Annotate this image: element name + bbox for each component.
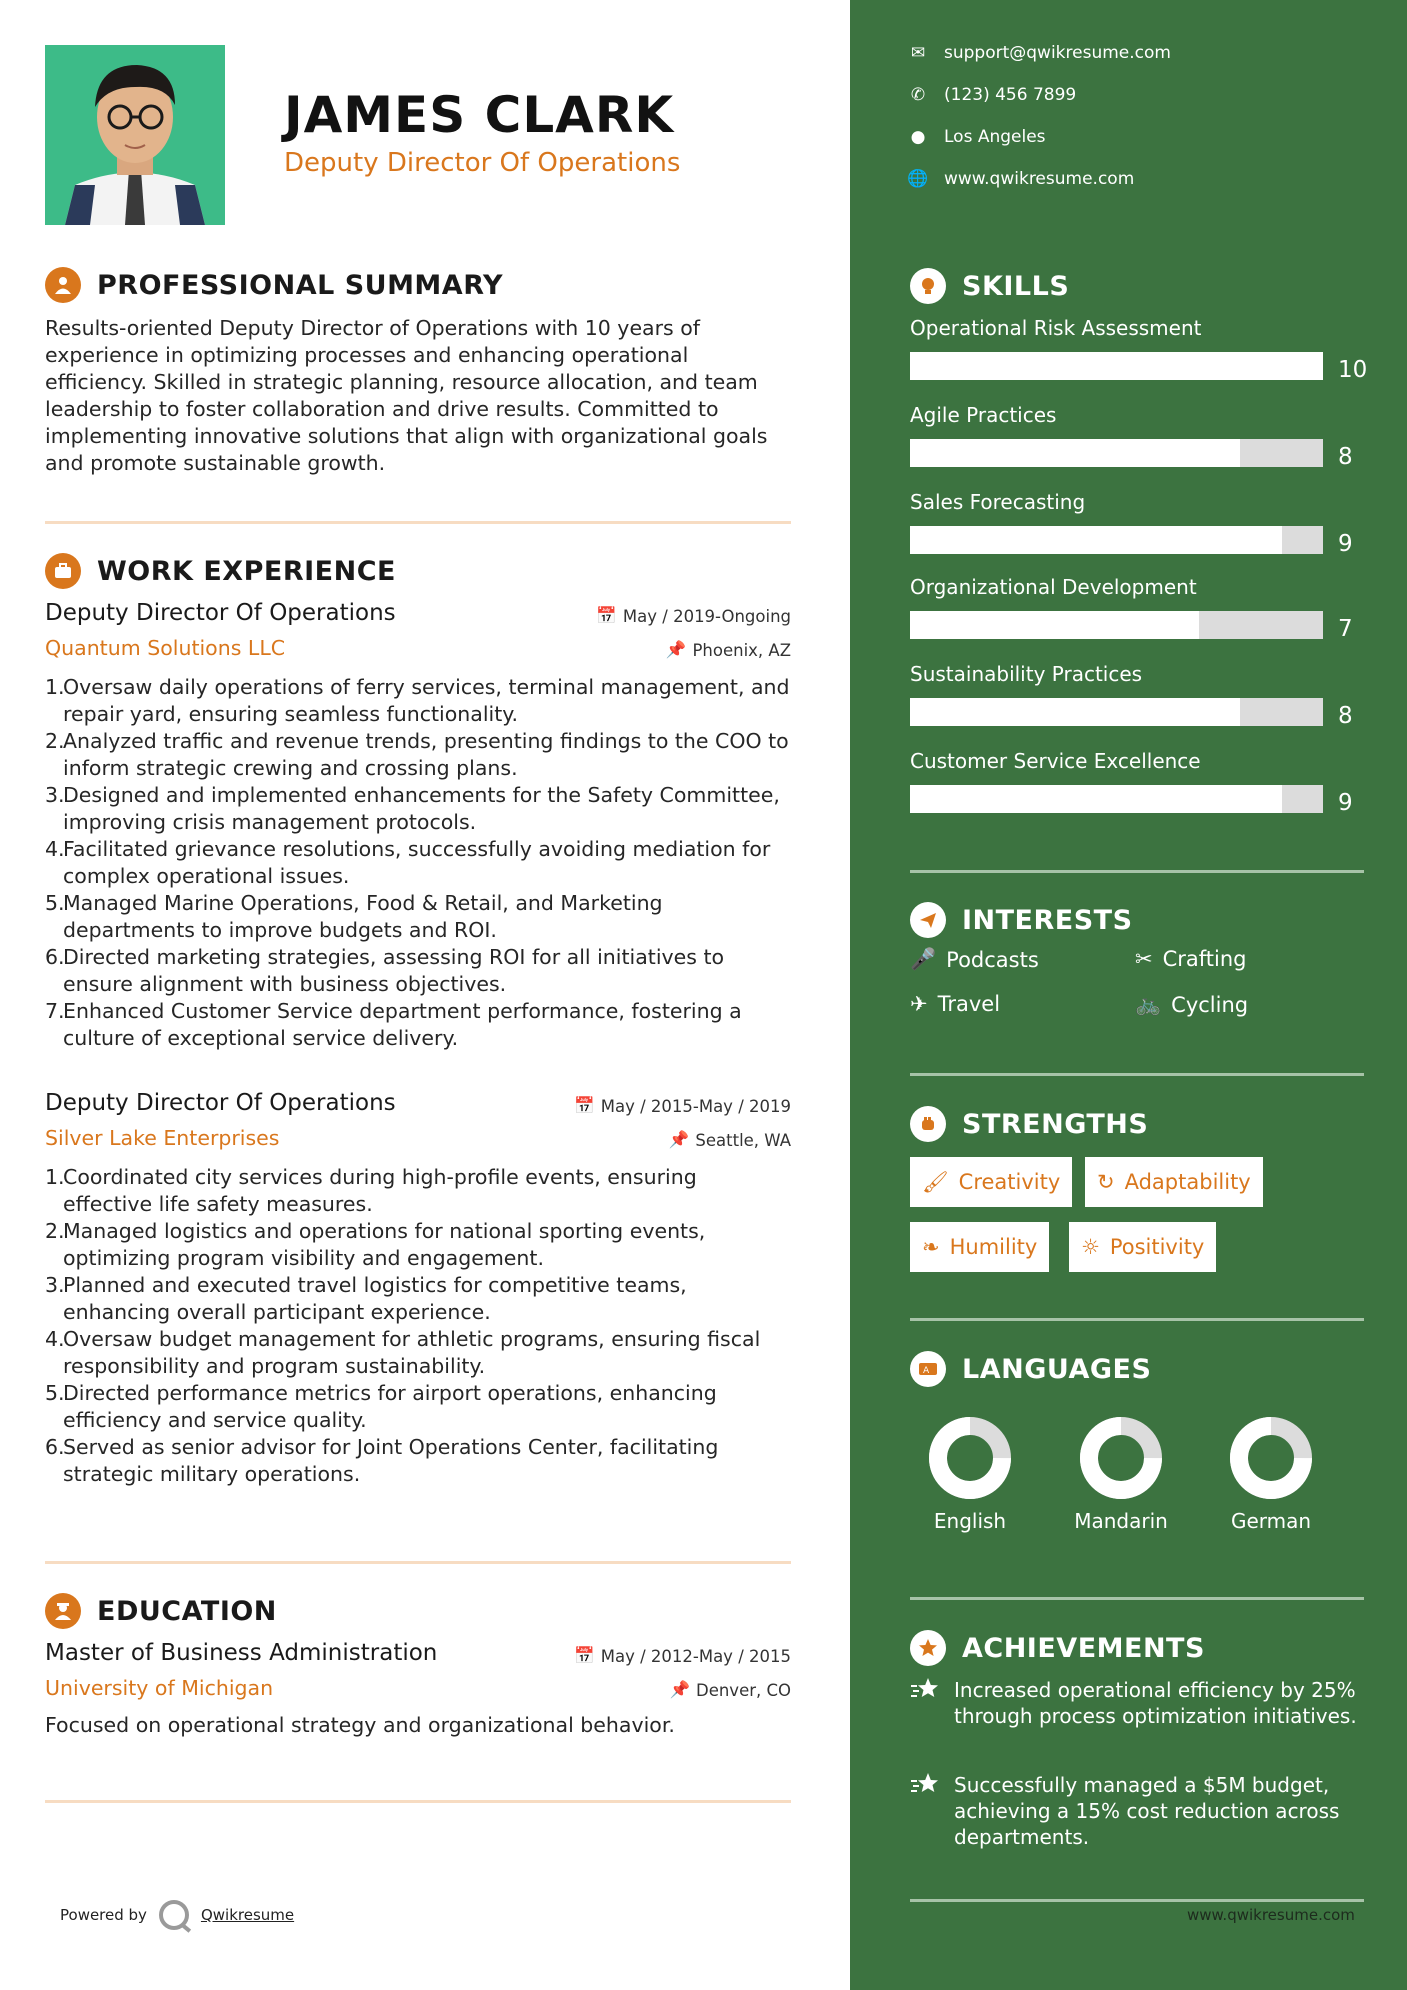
summary-section: [45, 265, 791, 477]
map-pin-icon: ●: [910, 127, 926, 147]
phone-icon: ✆: [910, 85, 926, 105]
divider: [910, 1073, 1364, 1076]
language-icon: [910, 1351, 946, 1387]
language-donut: [1078, 1415, 1164, 1501]
contact-email[interactable]: [910, 43, 1171, 63]
languages-header: [910, 1349, 1151, 1389]
summary-text: Results-oriented Deputy Director of Operations with 10 years of experience in optimizing processes and enhancing operational efficiency. Skilled in strategic planning, resource allocation, and team leadership to foster collaboration and drive results. Committed to implementing innovative solutions that align with organizational goals and promote sustainable growth.: [45, 316, 768, 475]
svg-text:A: A: [923, 1366, 930, 1376]
contact-phone[interactable]: [910, 85, 1076, 105]
language-name: German: [1230, 1509, 1312, 1533]
divider: [910, 1597, 1364, 1600]
degree-title: Master of Business Administration: [45, 1640, 438, 1666]
list-item: 5. Managed Marine Operations, Food & Retail, and Marketing departments to improve budgets and ROI.: [45, 891, 663, 942]
job-date-text: May / 2015-May / 2019: [600, 1096, 791, 1116]
strength-tag: [910, 1157, 1072, 1207]
list-item: 4. Facilitated grievance resolutions, successfully avoiding mediation for complex operational issues.: [45, 837, 771, 888]
footer-website[interactable]: www.qwikresume.com: [1187, 1906, 1355, 1924]
contact-email-text: support@qwikresume.com: [944, 43, 1171, 63]
star-icon: [910, 1772, 942, 1850]
job-location: [666, 640, 791, 660]
contact-website-text: www.qwikresume.com: [944, 169, 1135, 189]
list-item: 1. Oversaw daily operations of ferry services, terminal management, and repair yard, ensuring seamless functionality.: [45, 675, 790, 726]
skill-item: [910, 490, 1364, 557]
strength-tag: [1085, 1157, 1263, 1207]
skill-item: [910, 749, 1364, 816]
skill-item: [910, 403, 1364, 470]
strengths-header: [910, 1104, 1148, 1144]
lightbulb-icon: [910, 268, 946, 304]
job-bullets: [45, 1164, 791, 1488]
job-entry: [45, 1090, 791, 1488]
job-company: Quantum Solutions LLC: [45, 636, 286, 660]
education-description: Focused on operational strategy and organizational behavior.: [45, 1713, 675, 1737]
divider: [910, 870, 1364, 873]
achievements-header: [910, 1628, 1205, 1668]
education-title: EDUCATION: [97, 1595, 277, 1627]
language-donut: [927, 1415, 1013, 1501]
calendar-icon: 📅: [574, 1646, 595, 1665]
refresh-icon: ↻: [1097, 1170, 1115, 1194]
sun-icon: ☼: [1081, 1235, 1100, 1259]
strength-tag: [1069, 1222, 1216, 1272]
briefcase-icon: [45, 553, 81, 589]
contact-website[interactable]: [907, 169, 1135, 189]
user-icon: [45, 267, 81, 303]
skill-value: 8: [1338, 444, 1353, 470]
language-item: [910, 1415, 1030, 1533]
strengths-title: STRENGTHS: [962, 1108, 1149, 1140]
skill-bar: [910, 698, 1323, 726]
job-location-text: Phoenix, AZ: [692, 640, 791, 660]
skill-bar-fill: [910, 785, 1282, 813]
qwikresume-link[interactable]: Qwikresume: [200, 1906, 295, 1924]
graduation-icon: [45, 1593, 81, 1629]
strength-label: Adaptability: [1124, 1170, 1251, 1194]
job-company: Silver Lake Enterprises: [45, 1126, 280, 1150]
education-entry: [45, 1640, 791, 1739]
strength-label: Humility: [949, 1235, 1038, 1259]
skill-name: Agile Practices: [910, 403, 1057, 427]
bicycle-icon: 🚲: [1135, 992, 1162, 1016]
microphone-icon: 🎤: [910, 947, 937, 971]
list-item: 2. Managed logistics and operations for national sporting events, optimizing program visibility and engagement.: [45, 1219, 706, 1270]
interests-header: [910, 900, 1133, 940]
interest-label: Cycling: [1171, 992, 1249, 1017]
powered-by: [60, 1900, 294, 1930]
list-item: 4. Oversaw budget management for athletic programs, ensuring fiscal responsibility and program sustainability.: [45, 1327, 761, 1378]
envelope-icon: ✉: [910, 43, 926, 63]
skill-item: [910, 316, 1368, 383]
skill-name: Sales Forecasting: [910, 490, 1086, 514]
list-item: 3. Planned and executed travel logistics for competitive teams, enhancing overall participant experience.: [45, 1273, 687, 1324]
contact-location: [910, 127, 1046, 147]
skills-header: [910, 266, 1069, 306]
achievement-text: Successfully managed a $5M budget, achieving a 15% cost reduction across departments.: [954, 1773, 1340, 1849]
paintbrush-icon: 🖌: [922, 1169, 949, 1194]
scissors-icon: ✂: [1135, 947, 1153, 971]
language-item: [1061, 1415, 1181, 1533]
plane-icon: ✈: [910, 992, 928, 1016]
skill-item: [910, 662, 1364, 729]
job-date-text: May / 2019-Ongoing: [622, 606, 791, 626]
interest-item: [910, 992, 1000, 1016]
skill-item: [910, 575, 1364, 642]
star-icon: [910, 1677, 942, 1729]
list-item: 6. Directed marketing strategies, assessing ROI for all initiatives to ensure alignment with business objectives.: [45, 945, 725, 996]
candidate-role: Deputy Director Of Operations: [284, 148, 681, 178]
contact-phone-text: (123) 456 7899: [944, 85, 1077, 105]
job-location: [669, 1130, 791, 1150]
calendar-icon: 📅: [596, 606, 617, 625]
skill-bar-fill: [910, 439, 1240, 467]
list-item: 1. Coordinated city services during high-profile events, ensuring effective life safety measures.: [45, 1165, 697, 1216]
list-item: 7. Enhanced Customer Service department performance, fostering a culture of exceptional service delivery.: [45, 999, 742, 1050]
experience-section: [45, 551, 791, 591]
globe-icon: 🌐: [907, 169, 929, 189]
list-item: 2. Analyzed traffic and revenue trends, presenting findings to the COO to inform strategic crewing and crossing plans.: [45, 729, 789, 780]
skill-bar: [910, 439, 1323, 467]
strength-label: Creativity: [958, 1170, 1061, 1194]
pin-icon: 📌: [668, 1130, 690, 1149]
pin-icon: 📌: [665, 640, 687, 659]
summary-title: PROFESSIONAL SUMMARY: [97, 269, 504, 301]
interest-item: [910, 947, 1039, 972]
education-section: [45, 1591, 791, 1631]
achievement-item: [910, 1677, 1364, 1729]
interest-label: Travel: [937, 992, 1001, 1016]
skill-bar-fill: [910, 526, 1282, 554]
job-date: [574, 1096, 791, 1116]
language-name: English: [933, 1509, 1007, 1533]
skill-value: 9: [1338, 790, 1353, 816]
skills-title: SKILLS: [962, 270, 1070, 302]
divider: [45, 521, 791, 524]
interest-label: Crafting: [1162, 947, 1247, 971]
language-name: Mandarin: [1074, 1509, 1168, 1533]
job-location-text: Seattle, WA: [695, 1130, 791, 1150]
school-name: University of Michigan: [45, 1676, 274, 1700]
skill-value: 9: [1338, 531, 1353, 557]
powered-by-label: Powered by: [60, 1906, 147, 1924]
skill-name: Customer Service Excellence: [910, 749, 1201, 773]
achievements-title: ACHIEVEMENTS: [962, 1632, 1205, 1664]
interests-title: INTERESTS: [962, 904, 1133, 936]
skill-bar-fill: [910, 352, 1323, 380]
language-item: [1211, 1415, 1331, 1533]
education-date-text: May / 2012-May / 2015: [600, 1646, 791, 1666]
skill-bar: [910, 785, 1323, 813]
job-title: Deputy Director Of Operations: [45, 1090, 396, 1116]
calendar-icon: 📅: [574, 1096, 595, 1115]
contact-location-text: Los Angeles: [944, 127, 1046, 147]
interest-item: [1135, 947, 1247, 971]
pin-icon: 📌: [669, 1680, 690, 1699]
qwikresume-logo-icon: [159, 1900, 189, 1930]
leaf-icon: ❧: [922, 1235, 940, 1259]
skill-bar-fill: [910, 611, 1199, 639]
profile-photo: [45, 45, 225, 225]
job-bullets: [45, 674, 791, 1052]
strength-label: Positivity: [1109, 1235, 1205, 1259]
education-location: [669, 1680, 791, 1700]
divider: [45, 1561, 791, 1564]
interest-label: Podcasts: [946, 947, 1039, 972]
divider: [45, 1800, 791, 1803]
education-location-text: Denver, CO: [695, 1680, 791, 1700]
skill-bar: [910, 352, 1323, 380]
job-title: Deputy Director Of Operations: [45, 600, 396, 626]
list-item: 3. Designed and implemented enhancements for the Safety Committee, improving crisis management protocols.: [45, 783, 780, 834]
paper-plane-icon: [910, 902, 946, 938]
list-item: 6. Served as senior advisor for Joint Operations Center, facilitating strategic military operations.: [45, 1435, 719, 1486]
experience-title: WORK EXPERIENCE: [97, 555, 396, 587]
languages-title: LANGUAGES: [962, 1353, 1152, 1385]
achievement-text: Increased operational efficiency by 25% through process optimization initiatives.: [954, 1678, 1357, 1728]
language-donut: [1228, 1415, 1314, 1501]
star-badge-icon: [910, 1630, 946, 1666]
list-item: 5. Directed performance metrics for airport operations, enhancing efficiency and service quality.: [45, 1381, 717, 1432]
skill-name: Sustainability Practices: [910, 662, 1143, 686]
fist-icon: [910, 1106, 946, 1142]
strength-tag: [910, 1222, 1049, 1272]
education-date: [574, 1646, 791, 1666]
skill-bar: [910, 526, 1323, 554]
divider: [910, 1318, 1364, 1321]
skill-bar-fill: [910, 698, 1240, 726]
candidate-name: JAMES CLARK: [284, 86, 675, 144]
skill-value: 10: [1338, 357, 1368, 383]
divider: [910, 1899, 1364, 1902]
skill-bar: [910, 611, 1323, 639]
interest-item: [1135, 992, 1248, 1017]
job-date: [596, 606, 791, 626]
achievement-item: [910, 1772, 1364, 1850]
skill-name: Operational Risk Assessment: [910, 316, 1202, 340]
skill-name: Organizational Development: [910, 575, 1197, 599]
skill-value: 8: [1338, 703, 1353, 729]
job-entry: [45, 600, 791, 1052]
skill-value: 7: [1338, 616, 1353, 642]
